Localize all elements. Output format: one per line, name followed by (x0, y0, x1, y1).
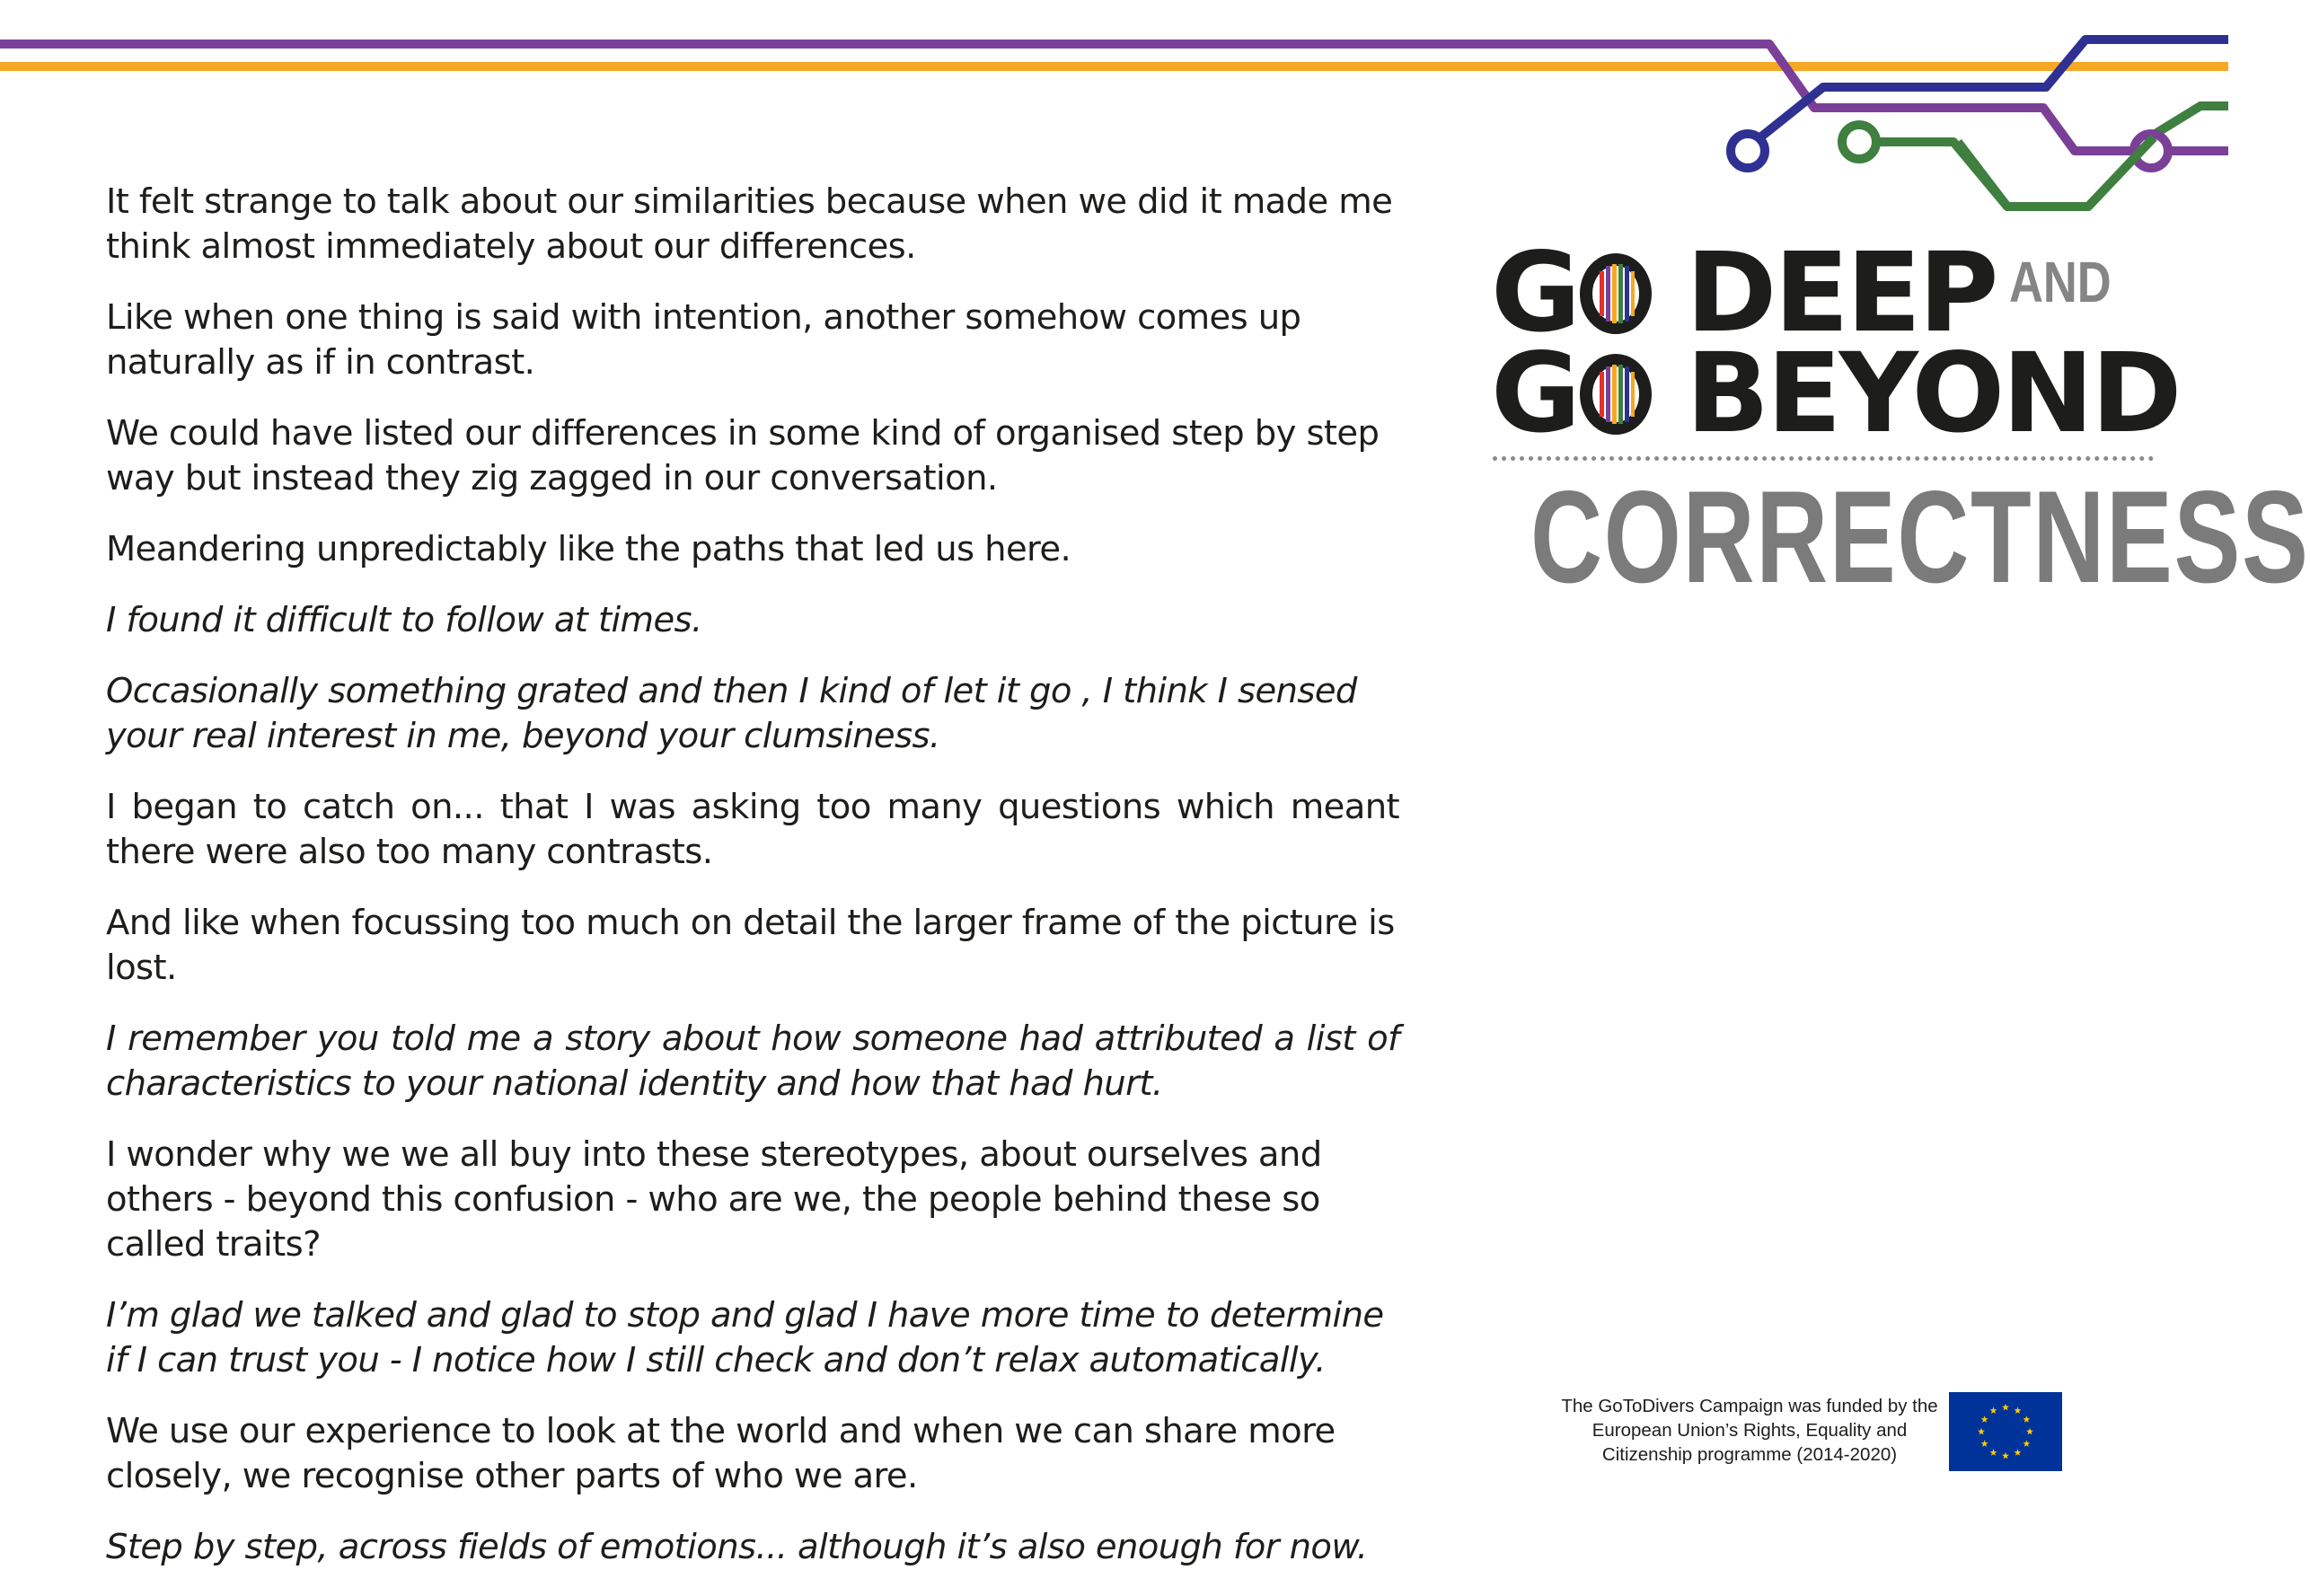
subtitle-correctness: CORRECTNESS (1530, 463, 2310, 610)
beyond-word: BEYOND (1686, 330, 2180, 457)
poem-paragraph: I’m glad we talked and glad to stop and glad I have more time to determine if I can trust you - I notice how I still check and don’t relax automatically. (106, 1295, 1384, 1380)
deep-word: DEEP (1686, 229, 1997, 357)
poem-paragraph: I found it difficult to follow at times. (106, 600, 702, 640)
campaign-logo (1491, 229, 2310, 610)
poem-paragraph: Meandering unpredictably like the paths that led us here. (106, 529, 1071, 569)
poem-paragraph: We use our experience to look at the world and when we can share more closely, we recognise other parts of who we are. (106, 1411, 1336, 1496)
poem-paragraph: Occasionally something grated and then I kind of let it go , I think I sensed your real interest in me, beyond your clumsiness. (106, 671, 1357, 756)
and-word: AND (2008, 250, 2112, 314)
funding-notice: The GoToDivers Campaign was funded by the European Union’s Rights, Equality and Citizenship programme (2014-2020) (1561, 1396, 1938, 1465)
go-letter-g: G (1491, 229, 1579, 357)
go-word (1491, 229, 1655, 357)
poem-paragraph: Step by step, across fields of emotions... although it’s also enough for now. (106, 1527, 1368, 1567)
poem-paragraph: I began to catch on... that I was asking too many questions which meant there were also too many contrasts. (106, 787, 1399, 872)
poem-paragraph: It felt strange to talk about our similarities because when we did it made me think almost immediately about our differences. (106, 181, 1393, 267)
eu-flag-icon (1949, 1392, 2062, 1471)
poem-body (106, 180, 1399, 1596)
rainbow-striped-o-icon (1580, 253, 1652, 334)
go-word (1491, 330, 1655, 457)
rainbow-striped-o-icon (1580, 354, 1652, 435)
title-go-deep (1491, 229, 2156, 357)
poem-paragraph: And like when focussing too much on detail the larger frame of the picture is lost. (106, 903, 1395, 988)
poem-paragraph: We could have listed our differences in some kind of organised step by step way but instead they zig zagged in our conversation. (106, 413, 1380, 498)
title-go-beyond (1491, 330, 2180, 457)
go-letter-g: G (1491, 330, 1579, 457)
poem-paragraph: Like when one thing is said with intention, another somehow comes up naturally as if in contrast. (106, 297, 1301, 383)
poem-paragraph: I remember you told me a story about how someone had attributed a list of characteristics to your national identity and how that had hurt. (106, 1018, 1399, 1104)
poem-paragraph: I wonder why we we all buy into these stereotypes, about ourselves and others - beyond this confusion - who are we, the people behind these so called traits? (106, 1134, 1322, 1265)
